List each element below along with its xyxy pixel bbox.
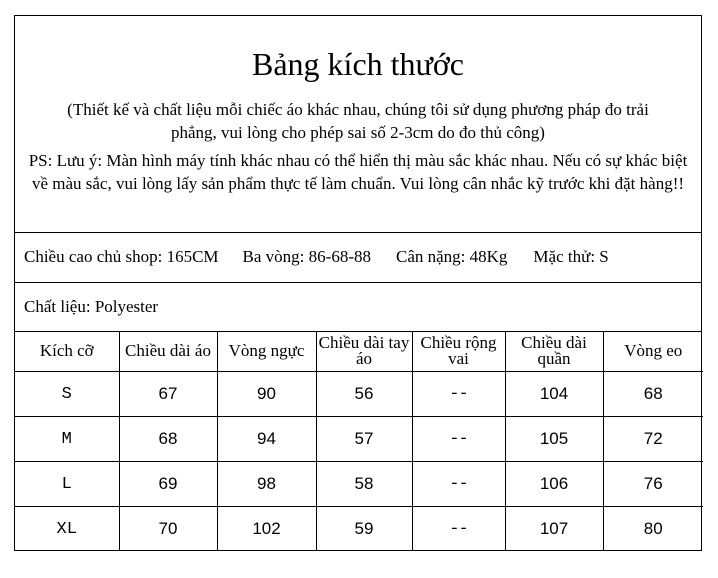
waist-cell: 76 [603,462,703,507]
bust-cell: 94 [217,417,316,462]
sleeve-length-cell: 58 [316,462,412,507]
size-table [15,331,703,551]
page-title: Bảng kích thước [252,46,464,82]
material-label: Chất liệu: Polyester [24,296,159,316]
chart-header [15,16,701,233]
table-row [15,417,703,462]
waist-cell: 68 [603,372,703,417]
table-row [15,372,703,417]
top-length-cell: 68 [119,417,217,462]
header-size: Kích cỡ [15,331,119,372]
header-waist: Vòng eo [603,331,703,372]
size-cell: M [15,417,119,462]
shoulder-width-cell: -- [412,462,505,507]
pants-length-cell: 107 [505,507,603,552]
waist-cell: 80 [603,507,703,552]
header-pants-length: Chiều dài quần [505,331,603,372]
header-shoulder-width: Chiều rộng vai [412,331,505,372]
size-cell: S [15,372,119,417]
bust-cell: 102 [217,507,316,552]
bust-cell: 90 [217,372,316,417]
model-info-row [15,232,701,283]
size-cell: L [15,462,119,507]
size-cell: XL [56,519,77,539]
table-header-row [15,331,703,372]
pants-length-cell: 105 [505,417,603,462]
waist-cell: 72 [603,417,703,462]
model-measurements: Ba vòng: 86-68-88 [242,247,371,266]
bust-cell: 98 [217,462,316,507]
top-length-cell: 69 [119,462,217,507]
material-row [15,282,701,332]
model-height: Chiều cao chủ shop: 165CM [24,247,219,266]
color-disclaimer: PS: Lưu ý: Màn hình máy tính khác nhau có thể hiển thị màu sắc khác nhau. Nếu có sự khác biệt về màu sắc, vui lòng lấy sản phẩm thực tế làm chuẩn. Vui lòng cân nhắc kỹ trước khi đặt hàng!! [28,151,688,193]
sleeve-length-cell: 57 [316,417,412,462]
header-bust: Vòng ngực [217,331,316,372]
model-weight: Cân nặng: 48Kg [395,247,508,266]
shoulder-width-cell: -- [412,507,505,552]
shoulder-width-cell: -- [412,417,505,462]
pants-length-cell: 104 [505,372,603,417]
pants-length-cell: 106 [505,462,603,507]
header-sleeve-length: Chiều dài tay áo [316,331,412,372]
size-chart [14,15,702,551]
model-size-tried: Mặc thử: S [533,247,609,266]
shoulder-width-cell: -- [412,372,505,417]
header-top-length: Chiều dài áo [119,331,217,372]
table-row [15,507,703,552]
top-length-cell: 67 [119,372,217,417]
top-length-cell: 70 [119,507,217,552]
measurement-note: (Thiết kế và chất liệu mỗi chiếc áo khác nhau, chúng tôi sử dụng phương pháp đo trải phẳng, vui lòng cho phép sai số 2-3cm do đo thủ công) [67,100,649,142]
sleeve-length-cell: 56 [316,372,412,417]
sleeve-length-cell: 59 [316,507,412,552]
table-row [15,462,703,507]
